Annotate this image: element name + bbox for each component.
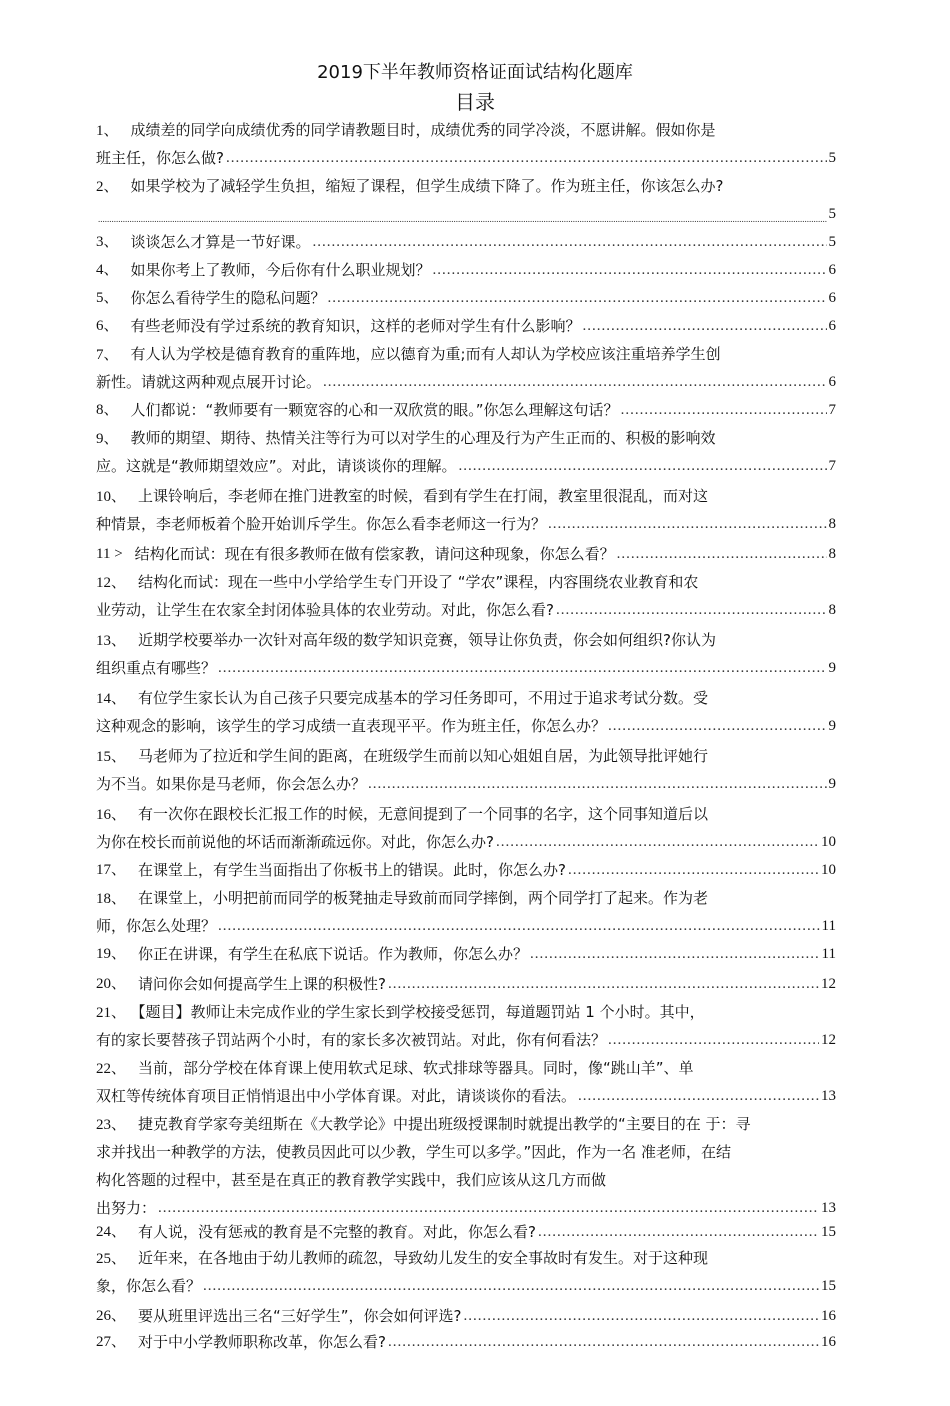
- toc-entry-text: 马老师为了拉近和学生间的距离，在班级学生而前以知心姐姐自居，为此领导批评她行: [138, 747, 709, 765]
- toc-page-number: 7: [828, 458, 836, 474]
- toc-entry-line: [96, 856, 836, 884]
- toc-entry[interactable]: [96, 998, 836, 1054]
- toc-entry[interactable]: [96, 1054, 836, 1110]
- toc-entry-number: 2、: [96, 179, 119, 195]
- toc-entry-text: 结构化而试：现在一些中小学给学生专门开设了 “学农”课程，内容围绕农业教育和农: [138, 573, 699, 591]
- toc-entry-text: 师，你怎么处理？: [96, 917, 217, 935]
- toc-entry-number: 1、: [96, 123, 119, 139]
- toc-heading: 目录: [455, 90, 495, 114]
- toc-entry-text: 上课铃响后，李老师在推门进教室的时候，看到有学生在打闹，教室里很混乱，而对这: [138, 487, 709, 505]
- dot-leader: [556, 596, 827, 624]
- toc-entry-text: 新性。请就这两种观点展开讨论。: [96, 373, 322, 391]
- dot-leader: [496, 828, 819, 856]
- dot-leader: [218, 912, 820, 940]
- dot-leader: [368, 770, 826, 798]
- toc-entry[interactable]: [96, 424, 836, 480]
- toc-page-number: 5: [828, 150, 836, 166]
- toc-entry-line: [96, 340, 836, 368]
- toc-entry-line: [96, 1272, 836, 1300]
- toc-page-number: 10: [821, 834, 836, 850]
- toc-entry[interactable]: [96, 684, 836, 740]
- toc-entry-number: 24、: [96, 1224, 127, 1240]
- toc-entry-line: [96, 1302, 836, 1330]
- dot-leader: [98, 210, 827, 228]
- dot-leader: [218, 654, 826, 682]
- dot-leader: [617, 540, 827, 568]
- toc-entry-number: 3、: [96, 234, 119, 250]
- dot-leader: [578, 1082, 819, 1110]
- toc-entry-number: 19、: [96, 946, 127, 962]
- toc-entry-line: [96, 172, 836, 200]
- toc-entry-text: 出努力：: [96, 1199, 157, 1217]
- toc-entry-line: [96, 828, 836, 856]
- document-title: 2019下半年教师资格证面试结构化题库: [317, 62, 633, 83]
- dot-leader: [226, 144, 827, 172]
- toc-page-number: 6: [828, 318, 836, 334]
- toc-entry-number: 20、: [96, 976, 127, 992]
- toc-page-number: 16: [821, 1308, 836, 1324]
- toc-entry-line: [96, 596, 836, 624]
- toc-entry[interactable]: [96, 1328, 836, 1356]
- toc-entry-text: 在课堂上，小明把前而同学的板凳抽走导致前而同学摔倒，两个同学打了起来。作为老: [138, 889, 709, 907]
- toc-entry-line: [96, 998, 836, 1026]
- toc-entry-number: 5、: [96, 290, 119, 306]
- toc-entry-line: [96, 970, 836, 998]
- toc-entry-line: [96, 1110, 836, 1138]
- dot-leader: [548, 510, 826, 538]
- toc-entry-line: [96, 1328, 836, 1356]
- toc-entry-text: 当前，部分学校在体育课上使用软式足球、软式排球等器具。同时，像“跳山羊”、单: [138, 1059, 694, 1077]
- toc-entry-line: [96, 510, 836, 538]
- toc-entry-number: 7、: [96, 347, 119, 363]
- toc-page-number: 15: [821, 1278, 836, 1294]
- toc-entry-text: 组织重点有哪些？: [96, 659, 217, 677]
- dot-leader: [538, 1218, 819, 1246]
- toc-entry-text: 有一次你在跟校长汇报工作的时候，无意间提到了一个同事的名字，这个同事知道后以: [138, 805, 709, 823]
- dot-leader: [568, 856, 819, 884]
- toc-entry-line: [96, 144, 836, 172]
- toc-page-number: 16: [821, 1334, 836, 1350]
- toc-entry[interactable]: [96, 482, 836, 538]
- toc-entry-text: 班主任，你怎么做?: [96, 149, 224, 167]
- toc-entry-text: 结构化而试：现在有很多教师在做有偿家教，请问这种现象，你怎么看？: [134, 545, 615, 563]
- toc-entry[interactable]: [96, 800, 836, 856]
- toc-entry-text: 请问你会如何提高学生上课的积极性?: [138, 975, 386, 993]
- dot-leader: [323, 368, 826, 396]
- dot-leader: [388, 1328, 819, 1356]
- toc-page-number: 11: [821, 918, 836, 934]
- toc-page-number: 9: [828, 660, 836, 676]
- toc-entry-line: [96, 200, 836, 228]
- toc-entry[interactable]: [96, 312, 836, 340]
- toc-entry-text: 捷克教育学家夸美纽斯在《大教学论》中提出班级授课制时就提出教学的“主要目的在 于：寻: [138, 1115, 751, 1133]
- dot-leader: [608, 712, 826, 740]
- toc-entry[interactable]: [96, 1302, 836, 1330]
- toc-entry-line: [96, 424, 836, 452]
- toc-entry-line: [96, 396, 836, 424]
- toc-entry-text: 在课堂上，有学生当面指出了你板书上的错误。此时，你怎么办?: [138, 861, 566, 879]
- toc-entry-text: 有人认为学校是德育教育的重阵地，应以德育为重;而有人却认为学校应该注重培养学生创: [130, 345, 721, 363]
- toc-entry-text: 近年来，在各地由于幼儿教师的疏忽，导致幼儿发生的安全事故时有发生。对于这种现: [138, 1249, 709, 1267]
- toc-page-number: 5: [828, 206, 836, 222]
- toc-page-number: 8: [828, 516, 836, 532]
- toc-entry-line: [96, 1166, 836, 1194]
- dot-leader: [621, 396, 827, 424]
- toc-entry-number: 15、: [96, 749, 127, 765]
- toc-page-number: 6: [828, 374, 836, 390]
- toc-page-number: 13: [821, 1088, 836, 1104]
- toc-page-number: 9: [828, 718, 836, 734]
- toc-entry-line: [96, 1244, 836, 1272]
- dot-leader: [328, 284, 827, 312]
- toc-entry-text: 应。这就是“教师期望效应”。对此，请谈谈你的理解。: [96, 457, 457, 475]
- toc-page-number: 6: [828, 290, 836, 306]
- toc-entry[interactable]: [96, 540, 836, 568]
- toc-entry[interactable]: [96, 856, 836, 884]
- toc-entry[interactable]: [96, 970, 836, 998]
- toc-entry-text: 对于中小学教师职称改革，你怎么看?: [138, 1333, 386, 1351]
- toc-entry-line: [96, 884, 836, 912]
- toc-entry[interactable]: [96, 284, 836, 312]
- toc-entry-line: [96, 312, 836, 340]
- toc-entry[interactable]: [96, 1244, 836, 1300]
- toc-entry-number: 8、: [96, 402, 119, 418]
- toc-entry-line: [96, 452, 836, 480]
- toc-entry-line: [96, 1218, 836, 1246]
- toc-entry-line: [96, 742, 836, 770]
- toc-entry-line: [96, 626, 836, 654]
- toc-entry-text: 人们都说：“教师要有一颗宽容的心和一双欣赏的眼。”你怎么理解这句话？: [130, 401, 619, 419]
- toc-entry-text: 为你在校长而前说他的坏话而渐渐疏远你。对此，你怎么办?: [96, 833, 494, 851]
- toc-page-number: 5: [828, 234, 836, 250]
- toc-entry-line: [96, 228, 836, 256]
- toc-entry[interactable]: [96, 940, 836, 968]
- toc-entry-text: 有些老师没有学过系统的教育知识，这样的老师对学生有什么影响？: [130, 317, 581, 335]
- dot-leader: [608, 1026, 819, 1054]
- toc-entry-text: 教师的期望、期待、热情关注等行为可以对学生的心理及行为产生正而的、积极的影响效: [130, 429, 716, 447]
- toc-entry[interactable]: [96, 742, 836, 798]
- toc-entry-line: [96, 1082, 836, 1110]
- toc-page-number: 6: [828, 262, 836, 278]
- toc-entry-line: [96, 912, 836, 940]
- toc-entry-text: 有的家长要替孩子罚站两个小时，有的家长多次被罚站。对此，你有何看法？: [96, 1031, 607, 1049]
- toc-entry[interactable]: [96, 172, 836, 228]
- toc-entry[interactable]: [96, 568, 836, 624]
- toc-entry[interactable]: [96, 340, 836, 396]
- dot-leader: [464, 1302, 819, 1330]
- toc-entry-number: 11 >: [96, 546, 123, 562]
- toc-entry-number: 25、: [96, 1251, 127, 1267]
- dot-leader: [583, 312, 827, 340]
- toc-entry-number: 14、: [96, 691, 127, 707]
- toc-entry-number: 22、: [96, 1061, 127, 1077]
- toc-entry[interactable]: [96, 256, 836, 284]
- toc-page-number: 8: [828, 546, 836, 562]
- toc-entry-line: [96, 800, 836, 828]
- toc-entry-text: 这种观念的影响，该学生的学习成绩一直表现平平。作为班主任，你怎么办？: [96, 717, 607, 735]
- toc-entry[interactable]: [96, 1218, 836, 1246]
- toc-entry-line: [96, 940, 836, 968]
- toc-entry-line: [96, 482, 836, 510]
- toc-entry-line: [96, 1054, 836, 1082]
- toc-page-number: 12: [821, 1032, 836, 1048]
- toc-entry-number: 26、: [96, 1308, 127, 1324]
- toc-entry[interactable]: [96, 396, 836, 424]
- toc-entry-text: 如果你考上了教师，今后你有什么职业规划？: [130, 261, 431, 279]
- toc-entry[interactable]: [96, 884, 836, 940]
- toc-entry-number: 6、: [96, 318, 119, 334]
- dot-leader: [530, 940, 820, 968]
- toc-entry-number: 10、: [96, 489, 127, 505]
- toc-entry-line: [96, 568, 836, 596]
- toc-entry-text: 如果学校为了减轻学生负担，缩短了课程，但学生成绩下降了。作为班主任，你该怎么办?: [130, 177, 724, 195]
- toc-entry-text: 业劳动，让学生在农家全封闭体验具体的农业劳动。对此，你怎么看?: [96, 601, 554, 619]
- toc-entry-number: 17、: [96, 862, 127, 878]
- toc-entry-text: 【题目】教师让未完成作业的学生家长到学校接受惩罚，每道题罚站 1 个小时。其中，: [138, 1003, 705, 1021]
- toc-entry-text: 要从班里评选出三名“三好学生”，你会如何评选?: [138, 1307, 462, 1325]
- toc-page-number: 12: [821, 976, 836, 992]
- toc-page-number: 11: [821, 946, 836, 962]
- toc-entry-text: 构化答题的过程中，甚至是在真正的教育教学实践中，我们应该从这几方而做: [96, 1171, 607, 1189]
- toc-entry-line: [96, 368, 836, 396]
- toc-entry-number: 16、: [96, 807, 127, 823]
- toc-entry-text: 有位学生家长认为自己孩子只要完成基本的学习任务即可，不用过于追求考试分数。受: [138, 689, 709, 707]
- toc-entry-line: [96, 116, 836, 144]
- toc-entry-number: 9、: [96, 431, 119, 447]
- toc-entry-number: 27、: [96, 1334, 127, 1350]
- toc-entry-text: 为不当。如果你是马老师，你会怎么办？: [96, 775, 367, 793]
- toc-entry-text: 象，你怎么看？: [96, 1277, 202, 1295]
- toc-page-number: 10: [821, 862, 836, 878]
- dot-leader: [388, 970, 819, 998]
- toc-entry-line: [96, 540, 836, 568]
- toc-entry-number: 23、: [96, 1117, 127, 1133]
- toc-entry-text: 谈谈怎么才算是一节好课。: [130, 233, 311, 251]
- toc-entry[interactable]: [96, 116, 836, 172]
- toc-entry-number: 18、: [96, 891, 127, 907]
- toc-entry-line: [96, 654, 836, 682]
- toc-entry[interactable]: [96, 1110, 836, 1222]
- toc-entry-text: 成绩差的同学向成绩优秀的同学请教题目时，成绩优秀的同学冷淡，不愿讲解。假如你是: [130, 121, 716, 139]
- toc-page-number: 9: [828, 776, 836, 792]
- toc-entry-text: 种情景，李老师板着个脸开始训斥学生。你怎么看李老师这一行为？: [96, 515, 547, 533]
- toc-entry-line: [96, 256, 836, 284]
- toc-entry-line: [96, 1138, 836, 1166]
- toc-entry-number: 4、: [96, 262, 119, 278]
- toc-entry-line: [96, 684, 836, 712]
- toc-entry[interactable]: [96, 626, 836, 682]
- toc-page-number: 13: [821, 1200, 836, 1216]
- toc-entry-line: [96, 1026, 836, 1054]
- toc-page-number: 7: [828, 402, 836, 418]
- toc-entry-number: 12、: [96, 575, 127, 591]
- toc-entry-text: 近期学校要举办一次针对高年级的数学知识竞赛，领导让你负责，你会如何组织?你认为: [138, 631, 716, 649]
- toc-entry[interactable]: [96, 228, 836, 256]
- dot-leader: [313, 228, 827, 256]
- dot-leader: [203, 1272, 819, 1300]
- dot-leader: [459, 452, 827, 480]
- toc-entry-line: [96, 770, 836, 798]
- dot-leader: [433, 256, 827, 284]
- toc-entry-line: [96, 284, 836, 312]
- toc-entry-number: 21、: [96, 1005, 127, 1021]
- toc-entry-number: 13、: [96, 633, 127, 649]
- toc-page-number: 8: [828, 602, 836, 618]
- toc-page-number: 15: [821, 1224, 836, 1240]
- toc-entry-text: 双杠等传统体育项目正悄悄退出中小学体育课。对此，请谈谈你的看法。: [96, 1087, 577, 1105]
- toc-entry-text: 你正在讲课，有学生在私底下说话。作为教师，你怎么办？: [138, 945, 529, 963]
- toc-entry-text: 你怎么看待学生的隐私问题？: [130, 289, 326, 307]
- toc-entry-text: 有人说，没有惩戒的教育是不完整的教育。对此，你怎么看?: [138, 1223, 536, 1241]
- toc-entry-text: 求并找出一种教学的方法，使教员因此可以少教，学生可以多学。”因此，作为一名 准老师，在结: [96, 1143, 732, 1161]
- toc-entry-line: [96, 712, 836, 740]
